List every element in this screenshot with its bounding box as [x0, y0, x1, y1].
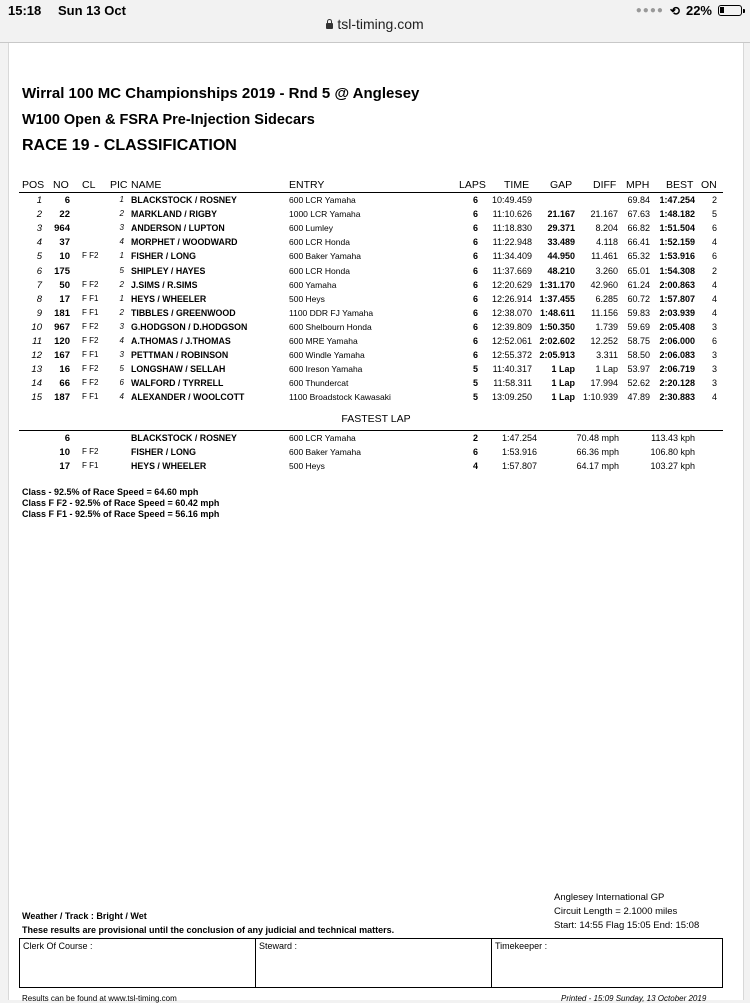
- header-laps: LAPS: [459, 179, 486, 191]
- circuit-length: Circuit Length = 2.1000 miles: [554, 906, 678, 917]
- cell-on: 6: [711, 223, 717, 234]
- cell-time: 11:10.626: [492, 209, 532, 220]
- cell-pos: 2: [36, 209, 42, 221]
- header-name: NAME: [131, 179, 162, 191]
- result-row: [9, 336, 743, 350]
- cell-time: 11:40.317: [492, 364, 532, 375]
- cell-entry: 600 LCR Honda: [289, 265, 350, 276]
- cell-name: MORPHET / WOODWARD: [131, 237, 238, 248]
- header-pic: PIC: [110, 179, 128, 191]
- cell-laps: 6: [472, 265, 478, 276]
- cell-diff: 17.994: [590, 378, 618, 389]
- cell-name: HEYS / WHEELER: [131, 461, 207, 472]
- cell-no: 50: [59, 279, 70, 291]
- header-on: ON: [701, 179, 717, 191]
- divider: [19, 430, 723, 431]
- cell-mph: 47.89: [627, 392, 650, 403]
- cell-laps: 5: [472, 392, 478, 403]
- cell-mph: 59.69: [627, 321, 650, 332]
- cell-no: 16: [59, 364, 70, 376]
- cell-gap: 44.950: [547, 251, 575, 262]
- cell-no: 17: [59, 461, 70, 473]
- battery-level: [720, 7, 724, 13]
- cell-best: 2:03.939: [659, 307, 695, 318]
- cell-best: 2:05.408: [659, 321, 695, 332]
- cell-no: 10: [59, 447, 70, 459]
- cell-name: FISHER / LONG: [131, 251, 197, 262]
- cell-time: 1:57.807: [501, 461, 537, 472]
- result-row: [9, 251, 743, 265]
- cell-gap: 1:37.455: [539, 293, 575, 304]
- conditions: [22, 909, 394, 937]
- cell-mph: 58.50: [627, 350, 650, 361]
- cell-no: 6: [64, 433, 70, 444]
- result-row: [9, 322, 743, 336]
- cell-laps: 6: [472, 209, 478, 220]
- class-note: Class F F2 - 92.5% of Race Speed = 60.42 mph: [22, 498, 220, 508]
- cell-name: A.THOMAS / J.THOMAS: [131, 336, 231, 346]
- cell-laps: 5: [472, 378, 478, 389]
- cell-entry: 500 Heys: [289, 293, 325, 304]
- circuit-name: Anglesey International GP: [554, 892, 665, 903]
- cell-entry: 600 Lumley: [289, 223, 333, 234]
- cell-no: 37: [59, 237, 70, 249]
- cell-pos: 7: [36, 279, 42, 291]
- status-time: 15:18: [8, 3, 42, 18]
- results-header: [9, 179, 743, 193]
- cell-no: 17: [59, 293, 70, 305]
- header-entry: ENTRY: [289, 179, 325, 191]
- cell-time: 11:34.409: [492, 251, 532, 262]
- cell-no: 120: [54, 336, 70, 347]
- cell-best: 2:06.719: [659, 364, 695, 375]
- cell-pic: 5: [119, 265, 124, 275]
- cell-entry: 600 Ireson Yamaha: [289, 364, 363, 375]
- fastest-lap-row: [9, 447, 743, 461]
- cell-laps: 5: [472, 364, 478, 375]
- cell-pic: 4: [119, 237, 124, 247]
- clerk-of-course-field: Clerk Of Course :: [20, 939, 256, 987]
- class-notes: [22, 487, 219, 520]
- status-date: Sun 13 Oct: [58, 3, 126, 18]
- cell-cl: F F2: [82, 364, 99, 374]
- cell-pic: 3: [119, 350, 124, 360]
- battery-percent: 22%: [685, 3, 712, 18]
- cell-time: 11:37.669: [492, 265, 532, 276]
- result-row: [9, 237, 743, 251]
- cell-pic: 5: [119, 364, 124, 374]
- race-times: Start: 14:55 Flag 15:05 End: 15:08: [554, 920, 700, 931]
- cell-laps: 6: [472, 237, 478, 248]
- cell-time: 12:39.809: [491, 321, 532, 332]
- cell-gap: 1:50.350: [539, 321, 575, 332]
- cell-best: 1:48.182: [659, 209, 695, 220]
- cell-no: 22: [59, 209, 70, 221]
- cell-no: 6: [64, 195, 70, 206]
- cell-no: 175: [54, 265, 70, 277]
- result-row: [9, 223, 743, 237]
- cell-on: 5: [711, 209, 717, 220]
- header-pos: POS: [22, 179, 45, 191]
- footer-website: Results can be found at www.tsl-timing.com: [22, 994, 177, 1003]
- cell-time: 12:55.372: [491, 350, 532, 361]
- cell-laps: 6: [472, 279, 478, 290]
- cell-time: 11:18.830: [492, 223, 532, 234]
- cell-diff: 42.960: [590, 279, 618, 290]
- cell-pic: 6: [119, 378, 124, 388]
- cell-on: 3: [711, 378, 717, 389]
- weather-text: Weather / Track : Bright / Wet: [22, 911, 147, 921]
- cell-entry: 600 Baker Yamaha: [289, 447, 361, 458]
- cell-mph: 70.48 mph: [576, 433, 619, 443]
- cell-gap: 29.371: [547, 223, 575, 234]
- cell-time: 10:49.459: [491, 195, 532, 205]
- cell-pic: 2: [119, 279, 124, 289]
- cell-entry: 600 Yamaha: [289, 279, 337, 290]
- cell-kph: 113.43 kph: [651, 433, 695, 443]
- cell-diff: 1 Lap: [595, 364, 618, 375]
- cell-pos: 8: [36, 293, 42, 305]
- cell-time: 11:58.311: [493, 378, 532, 389]
- cell-laps: 6: [472, 336, 478, 346]
- cell-cl: F F1: [82, 307, 99, 317]
- result-row: [9, 209, 743, 223]
- cell-gap: 1 Lap: [551, 364, 575, 375]
- circuit-info: [554, 891, 699, 933]
- header-best: BEST: [666, 179, 694, 191]
- cell-name: BLACKSTOCK / ROSNEY: [131, 195, 237, 205]
- cell-pos: 12: [31, 350, 42, 362]
- cell-gap: 2:05.913: [539, 350, 575, 361]
- cell-laps: 6: [472, 223, 478, 234]
- cell-pic: 1: [119, 251, 124, 261]
- cell-pos: 14: [31, 378, 42, 390]
- cell-no: 964: [54, 223, 70, 235]
- cell-best: 2:00.863: [659, 279, 695, 290]
- cell-time: 11:22.948: [492, 237, 532, 248]
- result-row: [9, 378, 743, 392]
- result-row: [9, 294, 743, 308]
- cell-entry: 1000 LCR Yamaha: [289, 209, 361, 220]
- cell-no: 967: [54, 321, 70, 333]
- cell-pic: 1: [119, 195, 124, 204]
- cell-cl: F F2: [82, 279, 99, 289]
- cell-diff: 4.118: [596, 237, 618, 248]
- cell-on: 2: [711, 195, 717, 205]
- cell-mph: 60.72: [627, 293, 650, 304]
- cell-laps: 6: [472, 350, 478, 361]
- header-gap: GAP: [550, 179, 573, 191]
- cell-gap: 48.210: [547, 265, 575, 276]
- cell-name: BLACKSTOCK / ROSNEY: [131, 433, 237, 443]
- cell-lap: 6: [472, 447, 478, 458]
- cell-time: 13:09.250: [491, 392, 532, 403]
- cell-entry: 600 LCR Yamaha: [289, 195, 356, 205]
- cell-best: 1:51.504: [659, 223, 695, 234]
- cell-on: 2: [711, 265, 717, 276]
- cell-mph: 69.84: [627, 195, 650, 205]
- cell-entry: 1100 DDR FJ Yamaha: [289, 307, 374, 318]
- cell-on: 3: [711, 364, 717, 375]
- cell-entry: 600 LCR Yamaha: [289, 433, 356, 443]
- cell-no: 187: [54, 392, 70, 404]
- cell-pos: 1: [36, 195, 42, 206]
- cell-name: TIBBLES / GREENWOOD: [131, 307, 236, 318]
- cell-best: 2:20.128: [659, 378, 695, 389]
- cell-cl: F F1: [82, 293, 99, 303]
- cell-entry: 600 MRE Yamaha: [289, 336, 358, 346]
- class-note: Class F F1 - 92.5% of Race Speed = 56.16 mph: [22, 509, 220, 519]
- cell-on: 4: [711, 279, 717, 290]
- race-title: RACE 19 - CLASSIFICATION: [22, 137, 237, 154]
- provisional-notice: These results are provisional until the conclusion of any judicial and technical matters.: [22, 925, 395, 935]
- cell-mph: 65.32: [627, 251, 650, 262]
- cell-pos: 11: [32, 336, 42, 347]
- cell-laps: 6: [472, 321, 478, 332]
- cell-diff: 1.739: [595, 321, 618, 332]
- cell-lap: 2: [472, 433, 478, 443]
- cell-best: 1:57.807: [659, 293, 695, 304]
- cell-on: 4: [711, 293, 717, 304]
- cell-gap: 1 Lap: [551, 378, 575, 389]
- cell-pic: 4: [119, 336, 124, 345]
- cell-mph: 58.75: [627, 336, 650, 346]
- cell-entry: 600 Thundercat: [289, 378, 349, 389]
- cell-diff: 3.311: [596, 350, 618, 361]
- result-row: [9, 266, 743, 280]
- cell-name: MARKLAND / RIGBY: [131, 209, 218, 220]
- cell-name: FISHER / LONG: [131, 447, 197, 458]
- cell-on: 3: [711, 321, 717, 332]
- cell-mph: 61.24: [627, 279, 650, 290]
- class-note: Class - 92.5% of Race Speed = 64.60 mph: [22, 487, 199, 497]
- lock-icon: [326, 23, 333, 29]
- cell-diff: 12.252: [590, 336, 618, 346]
- cell-mph: 52.62: [627, 378, 650, 389]
- cell-pic: 2: [119, 307, 124, 317]
- cell-no: 10: [59, 251, 70, 263]
- cell-cl: F F1: [82, 461, 99, 471]
- cell-pos: 5: [36, 251, 42, 263]
- cell-entry: 1100 Broadstock Kawasaki: [289, 392, 391, 403]
- cell-time: 12:52.061: [491, 336, 532, 346]
- cell-best: 2:30.883: [659, 392, 695, 403]
- fastest-lap-title: FASTEST LAP: [341, 413, 411, 425]
- cell-cl: F F1: [82, 350, 99, 360]
- cell-entry: 600 Baker Yamaha: [289, 251, 361, 262]
- cell-on: 6: [711, 251, 717, 262]
- cell-cl: F F2: [82, 378, 99, 388]
- cell-laps: 6: [472, 307, 478, 318]
- cell-time: 1:47.254: [501, 433, 537, 443]
- signal-icon: ●●●●: [635, 5, 664, 16]
- cell-name: SHIPLEY / HAYES: [131, 265, 206, 276]
- cell-mph: 67.63: [627, 209, 650, 220]
- url-text[interactable]: tsl-timing.com: [337, 16, 424, 32]
- cell-best: 1:54.308: [659, 265, 695, 276]
- fastest-lap-row: [9, 461, 743, 475]
- result-row: [9, 364, 743, 378]
- cell-on: 6: [711, 336, 717, 346]
- result-row: [9, 280, 743, 294]
- cell-laps: 6: [472, 293, 478, 304]
- cell-entry: 600 Shelbourn Honda: [289, 321, 372, 332]
- cell-diff: 6.285: [595, 293, 618, 304]
- result-row: [9, 308, 743, 322]
- result-row: [9, 195, 743, 209]
- result-row: [9, 392, 743, 406]
- cell-cl: F F2: [82, 251, 99, 261]
- battery-icon: [718, 5, 742, 16]
- cell-mph: 64.17 mph: [576, 461, 619, 472]
- cell-pos: 15: [31, 392, 42, 404]
- cell-diff: 1:10.939: [582, 392, 618, 403]
- footer-printed: Printed - 15:09 Sunday, 13 October 2019: [561, 994, 707, 1003]
- cell-kph: 103.27 kph: [650, 461, 695, 472]
- cell-diff: 21.167: [590, 209, 618, 220]
- cell-best: 2:06.083: [659, 350, 695, 361]
- cell-diff: 11.156: [591, 307, 618, 318]
- result-row: [9, 350, 743, 364]
- cell-name: ALEXANDER / WOOLCOTT: [131, 392, 245, 403]
- cell-pos: 6: [36, 265, 42, 277]
- header-mph: MPH: [626, 179, 650, 191]
- cell-on: 4: [711, 307, 717, 318]
- cell-pos: 4: [36, 237, 42, 249]
- cell-name: PETTMAN / ROBINSON: [131, 350, 229, 361]
- cell-pos: 9: [36, 307, 42, 319]
- header-cl: CL: [82, 179, 96, 191]
- signature-box: [19, 938, 723, 988]
- header-diff: DIFF: [593, 179, 617, 191]
- cell-entry: 500 Heys: [289, 461, 325, 472]
- cell-gap: 2:02.602: [539, 336, 575, 346]
- cell-pic: 4: [119, 392, 124, 402]
- cell-best: 1:47.254: [659, 195, 695, 205]
- timekeeper-field: Timekeeper :: [495, 941, 548, 951]
- divider: [19, 192, 723, 193]
- cell-gap: 1:48.611: [539, 307, 575, 318]
- cell-gap: 21.167: [547, 209, 575, 220]
- cell-mph: 66.41: [627, 237, 650, 248]
- cell-time: 12:20.629: [491, 279, 532, 290]
- cell-diff: 3.260: [595, 265, 618, 276]
- cell-time: 1:53.916: [501, 447, 537, 458]
- cell-no: 66: [59, 378, 70, 390]
- cell-pos: 10: [31, 321, 42, 333]
- cell-best: 1:52.159: [659, 237, 695, 248]
- cell-mph: 66.82: [627, 223, 650, 234]
- steward-field: Steward :: [256, 939, 492, 987]
- cell-cl: F F1: [82, 392, 99, 402]
- cell-on: 4: [711, 392, 717, 403]
- results-page: [8, 43, 744, 1003]
- cell-no: 181: [54, 307, 70, 319]
- cell-diff: 11.461: [591, 251, 618, 262]
- cell-gap: 33.489: [547, 237, 575, 248]
- address-bar[interactable]: [0, 16, 750, 40]
- event-title: Wirral 100 MC Championships 2019 - Rnd 5 @ Anglesey: [22, 85, 420, 102]
- cell-no: 167: [54, 350, 70, 362]
- cell-gap: 1 Lap: [551, 392, 575, 403]
- event-subtitle: W100 Open & FSRA Pre-Injection Sidecars: [22, 112, 315, 128]
- cell-name: WALFORD / TYRRELL: [131, 378, 224, 389]
- cell-pic: 3: [119, 321, 124, 331]
- cell-kph: 106.80 kph: [650, 447, 695, 458]
- cell-entry: 600 LCR Honda: [289, 237, 350, 248]
- cell-best: 1:53.916: [659, 251, 695, 262]
- cell-cl: F F2: [82, 447, 99, 457]
- cell-name: J.SIMS / R.SIMS: [131, 279, 198, 290]
- cell-lap: 4: [472, 461, 478, 472]
- cell-pos: 3: [36, 223, 42, 235]
- cell-cl: F F2: [82, 321, 99, 331]
- cell-mph: 65.01: [627, 265, 650, 276]
- cell-laps: 6: [472, 251, 478, 262]
- header-time: TIME: [504, 179, 530, 191]
- cell-pos: 13: [31, 364, 42, 376]
- cell-time: 12:26.914: [491, 293, 532, 304]
- cell-name: G.HODGSON / D.HODGSON: [131, 321, 248, 332]
- orientation-lock-icon: ⟲: [669, 3, 680, 18]
- header-no: NO: [53, 179, 69, 191]
- cell-entry: 600 Windle Yamaha: [289, 350, 365, 361]
- cell-laps: 6: [472, 195, 478, 205]
- cell-name: ANDERSON / LUPTON: [131, 223, 225, 234]
- cell-best: 2:06.000: [659, 336, 695, 346]
- fastest-lap-row: [9, 433, 743, 447]
- cell-name: HEYS / WHEELER: [131, 293, 207, 304]
- cell-pic: 1: [119, 293, 124, 303]
- cell-diff: 8.204: [595, 223, 618, 234]
- cell-mph: 59.83: [627, 307, 650, 318]
- cell-mph: 66.36 mph: [576, 447, 619, 458]
- cell-gap: 1:31.170: [539, 279, 575, 290]
- cell-pic: 3: [119, 223, 124, 233]
- cell-cl: F F2: [82, 336, 99, 345]
- cell-mph: 53.97: [627, 364, 650, 375]
- cell-on: 4: [711, 237, 717, 248]
- cell-on: 3: [711, 350, 717, 361]
- cell-name: LONGSHAW / SELLAH: [131, 364, 226, 375]
- cell-pic: 2: [119, 209, 124, 219]
- cell-time: 12:38.070: [491, 307, 532, 318]
